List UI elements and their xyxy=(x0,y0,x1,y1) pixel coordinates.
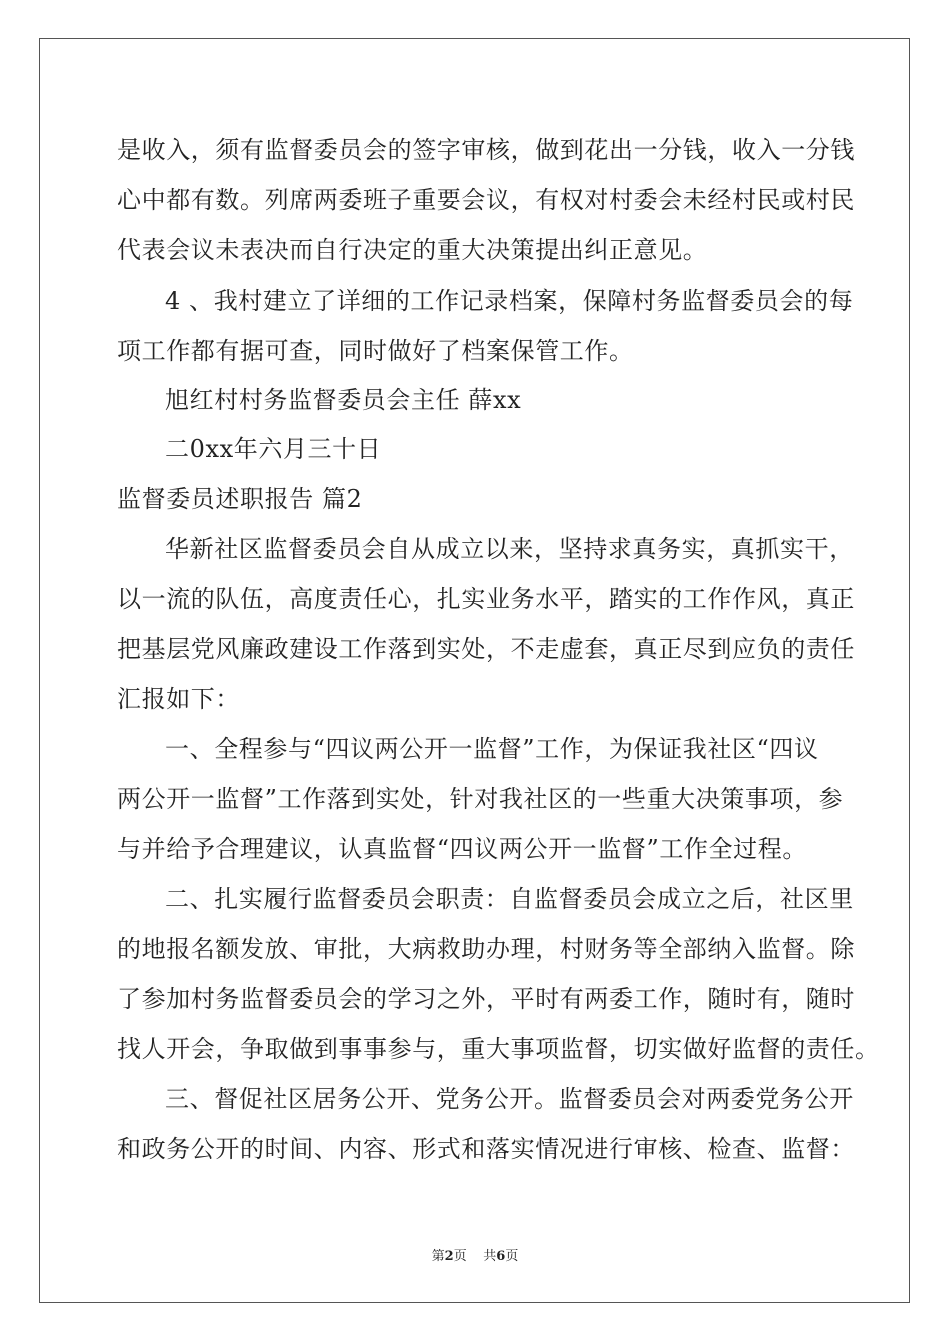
text-line: 两公开一监督”工作落到实处，针对我社区的一些重大决策事项，参 xyxy=(117,785,844,813)
text-line: 项工作都有据可查，同时做好了档案保管工作。 xyxy=(117,337,634,365)
total-pages: 6 xyxy=(496,1249,506,1264)
text-line: 是收入，须有监督委员会的签字审核，做到花出一分钱，收入一分钱 xyxy=(117,136,855,164)
text-line: 三、督促社区居务公开、党务公开。监督委员会对两委党务公开 xyxy=(165,1085,854,1113)
text-line: 和政务公开的时间、内容、形式和落实情况进行审核、检查、监督： xyxy=(117,1135,855,1163)
text-line: 以一流的队伍，高度责任心，扎实业务水平，踏实的工作作风，真正 xyxy=(117,585,855,613)
text-line: 二、扎实履行监督委员会职责：自监督委员会成立之后，社区里 xyxy=(165,885,854,913)
page-suffix: 页 xyxy=(453,1249,467,1264)
text-line: 代表会议未表决而自行决定的重大决策提出纠正意见。 xyxy=(117,236,708,264)
page-footer xyxy=(0,1245,950,1264)
text-line: 心中都有数。列席两委班子重要会议，有权对村委会未经村民或村民 xyxy=(117,186,855,214)
text-line: 4 、我村建立了详细的工作记录档案，保障村务监督委员会的每 xyxy=(165,287,854,315)
signature-line: 旭红村村务监督委员会主任 薛xx xyxy=(165,386,522,414)
text-line: 了参加村务监督委员会的学习之外，平时有两委工作，随时有，随时 xyxy=(117,985,855,1013)
text-line: 汇报如下： xyxy=(117,685,240,713)
section-title: 监督委员述职报告 篇2 xyxy=(117,485,363,513)
date-line: 二0xx年六月三十日 xyxy=(165,435,382,463)
text-line: 华新社区监督委员会自从成立以来，坚持求真务实，真抓实干， xyxy=(165,535,854,563)
text-line: 一、全程参与“四议两公开一监督”工作，为保证我社区“四议 xyxy=(165,735,819,763)
page-prefix: 第 xyxy=(431,1249,445,1264)
page-number: 2 xyxy=(444,1249,454,1264)
text-line: 把基层党风廉政建设工作落到实处，不走虚套，真正尽到应负的责任 xyxy=(117,635,855,663)
text-line: 与并给予合理建议，认真监督“四议两公开一监督”工作全过程。 xyxy=(117,835,807,863)
text-line: 找人开会，争取做到事事参与，重大事项监督，切实做好监督的责任。 xyxy=(117,1035,880,1063)
text-line: 的地报名额发放、审批，大病救助办理，村财务等全部纳入监督。除 xyxy=(117,935,855,963)
total-prefix: 共 xyxy=(483,1249,497,1264)
total-suffix: 页 xyxy=(505,1249,519,1264)
